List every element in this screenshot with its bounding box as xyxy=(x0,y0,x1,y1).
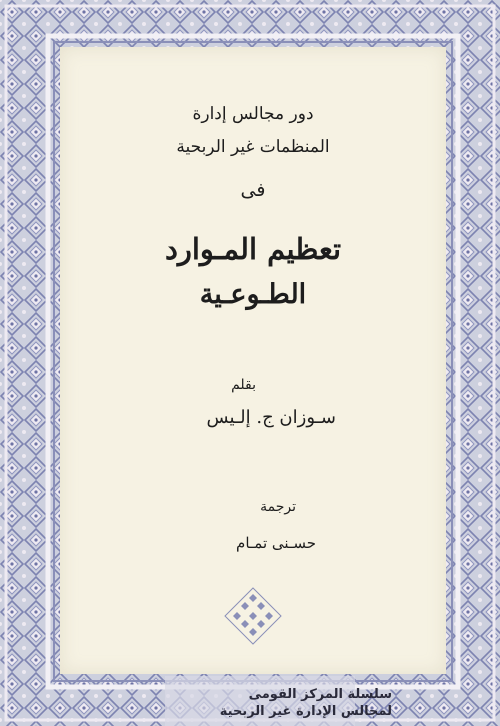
subtitle-line-1: دور مجالس إدارة xyxy=(192,104,314,124)
title-panel xyxy=(60,47,446,674)
book-title-line-2: الطـوعـية xyxy=(199,279,307,310)
translator-name: حسـنى تمـام xyxy=(236,534,316,552)
diamond-lattice-ornament-icon xyxy=(223,586,283,646)
series-name-line-2: لمجالس الإدارة غير الربحية xyxy=(219,704,392,719)
translation-label: ترجمة xyxy=(260,499,296,515)
series-name-line-1: سلسلة المركز القومى xyxy=(248,687,392,702)
subtitle-line-3: فى xyxy=(240,179,266,201)
author-label: بقلم xyxy=(231,377,256,393)
subtitle-line-2: المنظمات غير الربحية xyxy=(176,137,330,157)
author-name: سـوزان ج. إلـيس xyxy=(206,407,336,428)
book-title-line-1: تعظيم المـوارد xyxy=(164,232,342,266)
